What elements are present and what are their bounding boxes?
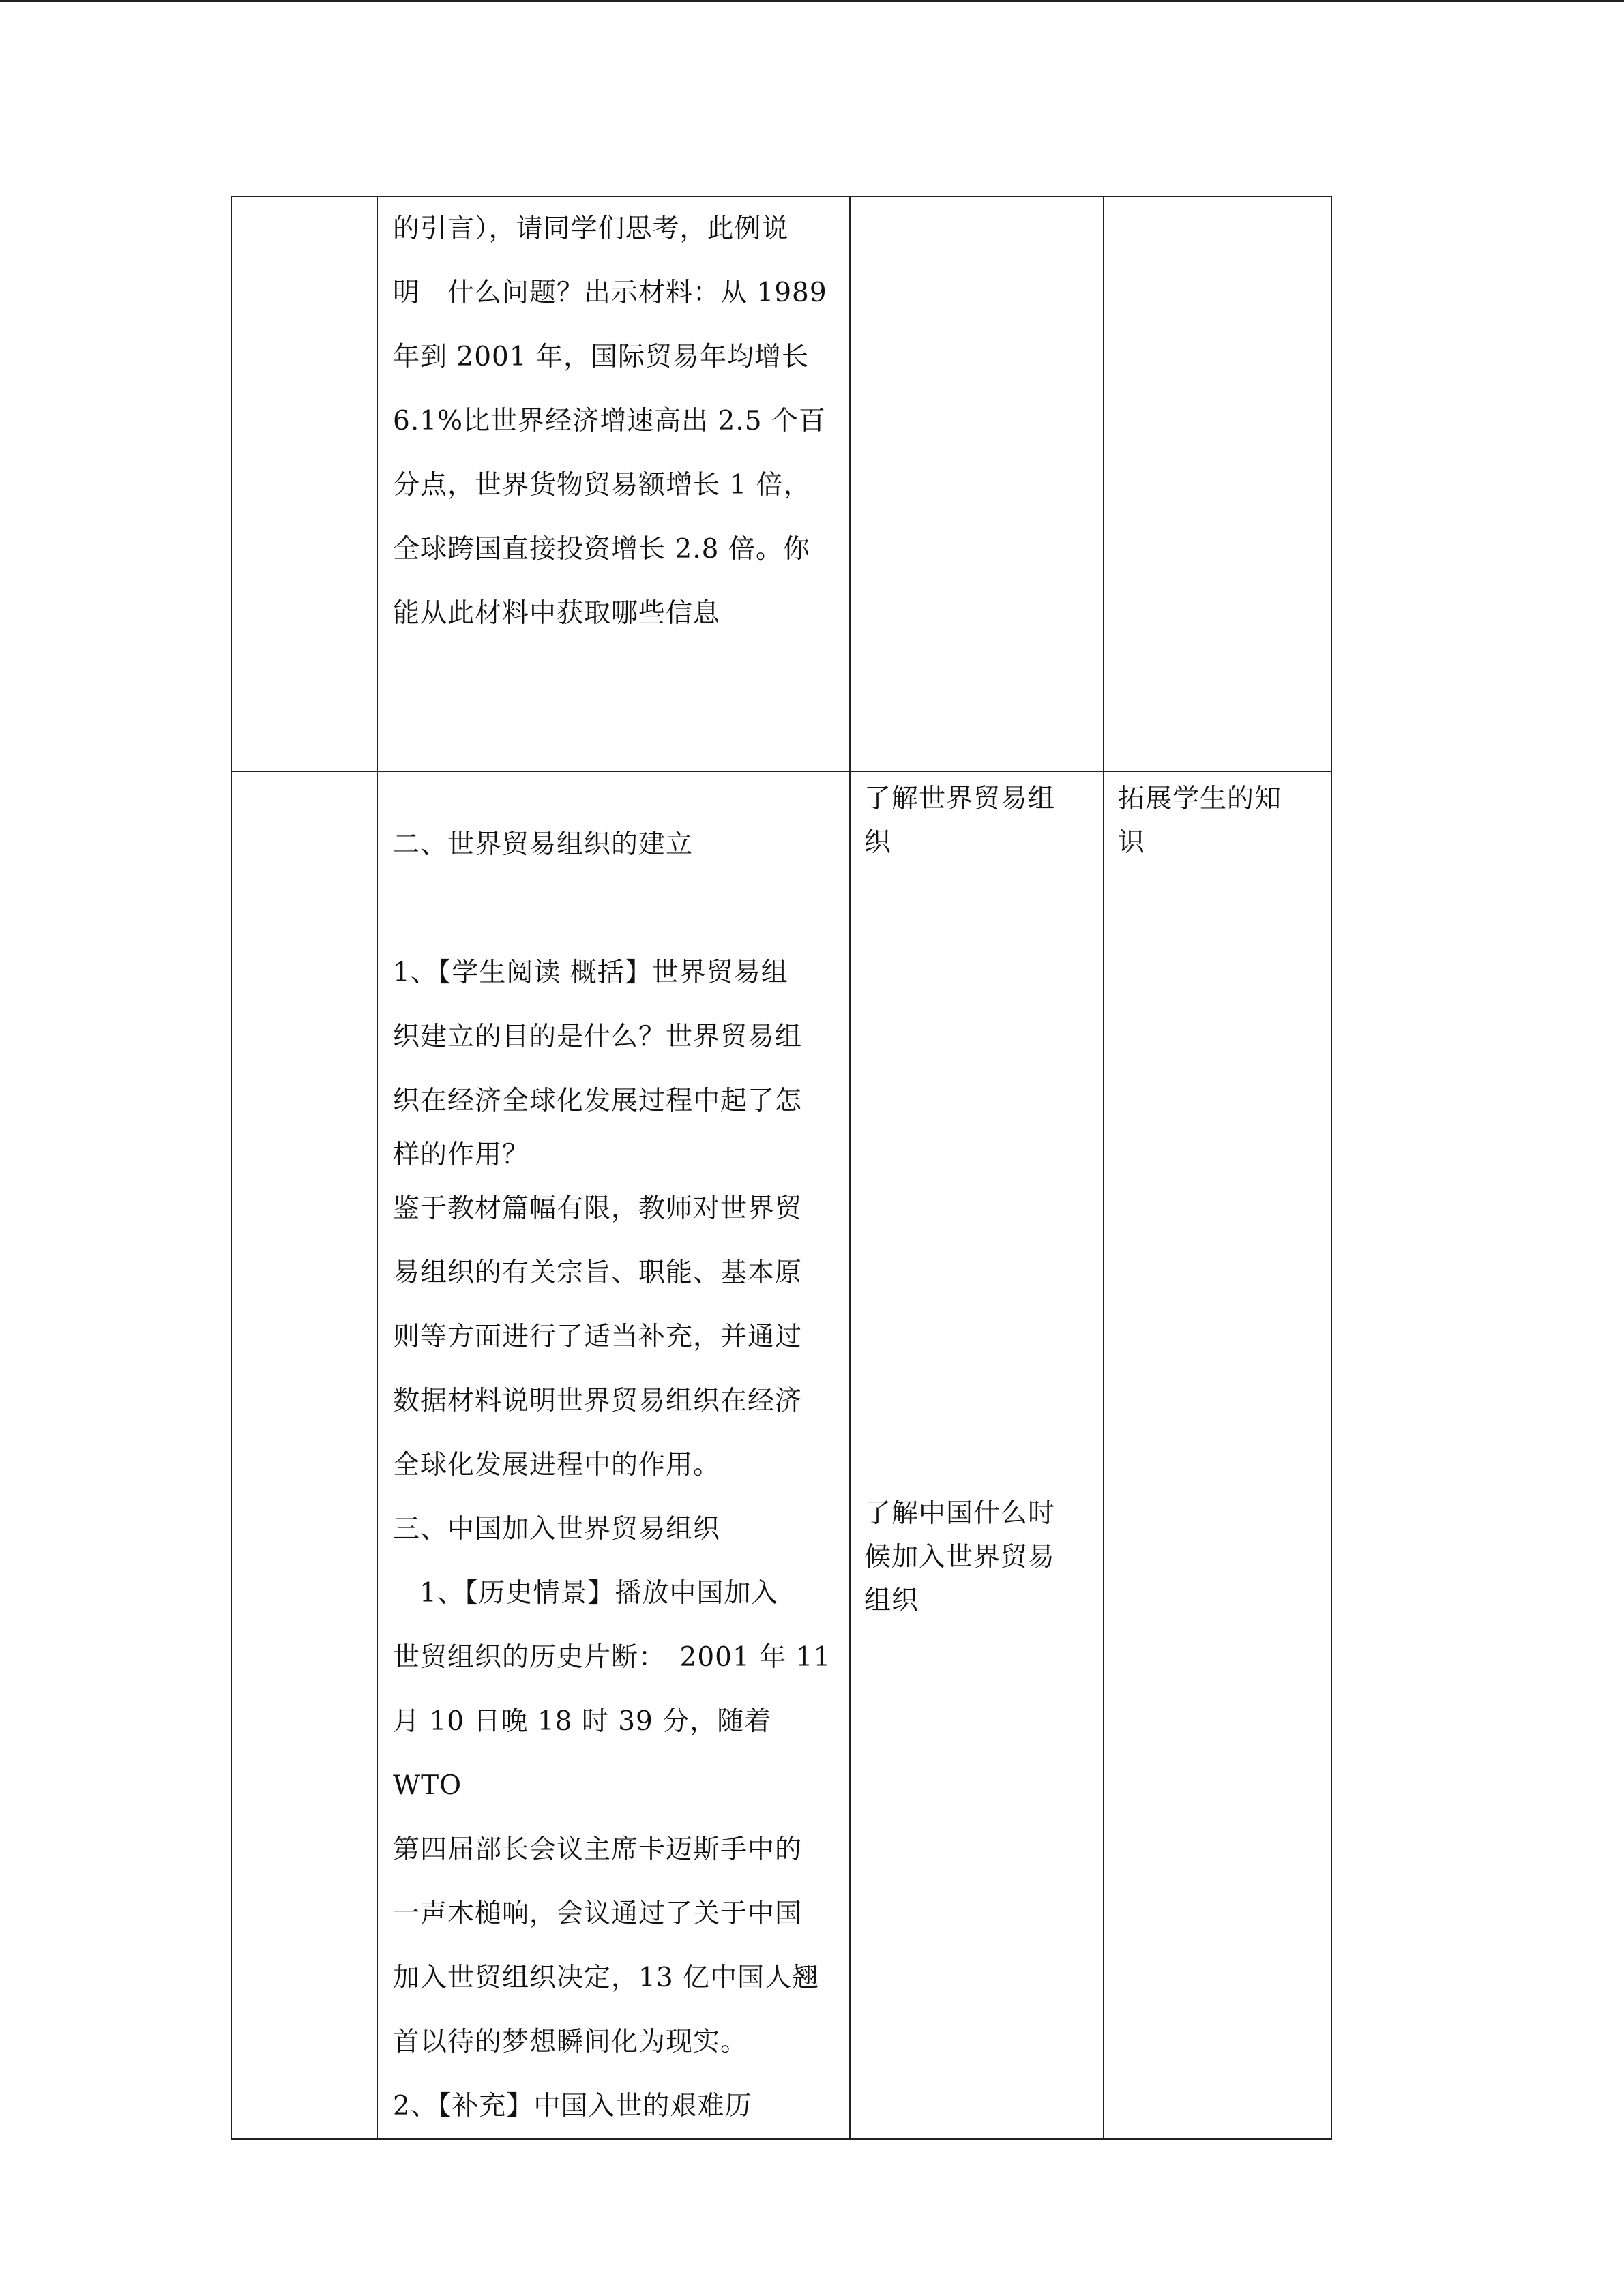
section-heading-3: 三、中国加入世界贸易组织 [393,1514,721,1545]
content-line: 分点，世界货物贸易额增长 1 倍， [393,470,811,501]
page-top-border [0,0,1624,2]
intent-cell-1 [1104,196,1331,771]
content-line: 则等方面进行了适当补充，并通过 [393,1322,803,1352]
content-line: 全球化发展进程中的作用。 [393,1450,721,1480]
content-line: 2、【补充】中国入世的艰难历 [393,2091,752,2121]
content-line: 1、【学生阅读 概括】世界贸易组 [393,957,788,988]
content-line: 鉴于教材篇幅有限，教师对世界贸 [393,1193,803,1224]
table-row-2 [231,771,1331,2139]
content-line: 月 10 日晚 18 时 39 分，随着 WTO [393,1706,772,1801]
content-line: 明 什么问题？出示材料：从 1989 [393,278,827,308]
stage-cell-2 [231,771,377,2139]
goal-line: 了解中国什么时 [864,1498,1056,1529]
content-line: 首以待的梦想瞬间化为现实。 [393,2027,748,2057]
content-line: 的引言），请同学们思考，此例说 [393,213,789,244]
goal-line: 织 [864,827,892,858]
content-line: 易组织的有关宗旨、职能、基本原 [393,1257,803,1288]
content-line: 数据材料说明世界贸易组织在经济 [393,1386,803,1416]
spacer [393,877,834,941]
spacer [864,865,1093,1492]
intent-line: 识 [1118,827,1146,858]
intent-text [1104,772,1331,865]
content-line: 加入世贸组织决定，13 亿中国人翘 [393,1963,820,1993]
content-cell-1 [377,196,850,771]
content-line: 织建立的目的是什么？世界贸易组 [393,1022,803,1052]
goal-line: 组织 [864,1585,919,1616]
content-line: 样的作用？ [393,1139,530,1170]
goal-cell-2 [850,771,1104,2139]
intent-line: 拓展学生的知 [1118,784,1282,814]
content-text-2 [378,772,849,2138]
content-line: 全球跨国直接投资增长 2.8 倍。你 [393,534,810,565]
goal-text [851,772,1103,1623]
content-line: 1、【历史情景】播放中国加入 [419,1578,779,1609]
goal-cell-1 [850,196,1104,771]
content-text-1 [378,197,849,646]
lesson-plan-table [231,196,1332,2140]
section-heading-2: 二、世界贸易组织的建立 [393,829,694,860]
content-line: 织在经济全球化发展过程中起了怎 [393,1086,803,1116]
stage-cell-1 [231,196,377,771]
content-line: 能从此材料中获取哪些信息 [393,598,721,629]
goal-line: 了解世界贸易组 [864,784,1056,814]
goal-line: 候加入世界贸易 [864,1542,1056,1572]
spacer [393,772,834,813]
table-row-1 [231,196,1331,771]
content-line: 世贸组织的历史片断： 2001 年 11 [393,1642,831,1673]
content-line: 6.1%比世界经济增速高出 2.5 个百 [393,406,826,436]
content-line: 一声木槌响，会议通过了关于中国 [393,1898,803,1929]
content-line: 第四届部长会议主席卡迈斯手中的 [393,1834,803,1865]
intent-cell-2 [1104,771,1331,2139]
content-cell-2 [377,771,850,2139]
content-line: 年到 2001 年，国际贸易年均增长 [393,342,810,372]
